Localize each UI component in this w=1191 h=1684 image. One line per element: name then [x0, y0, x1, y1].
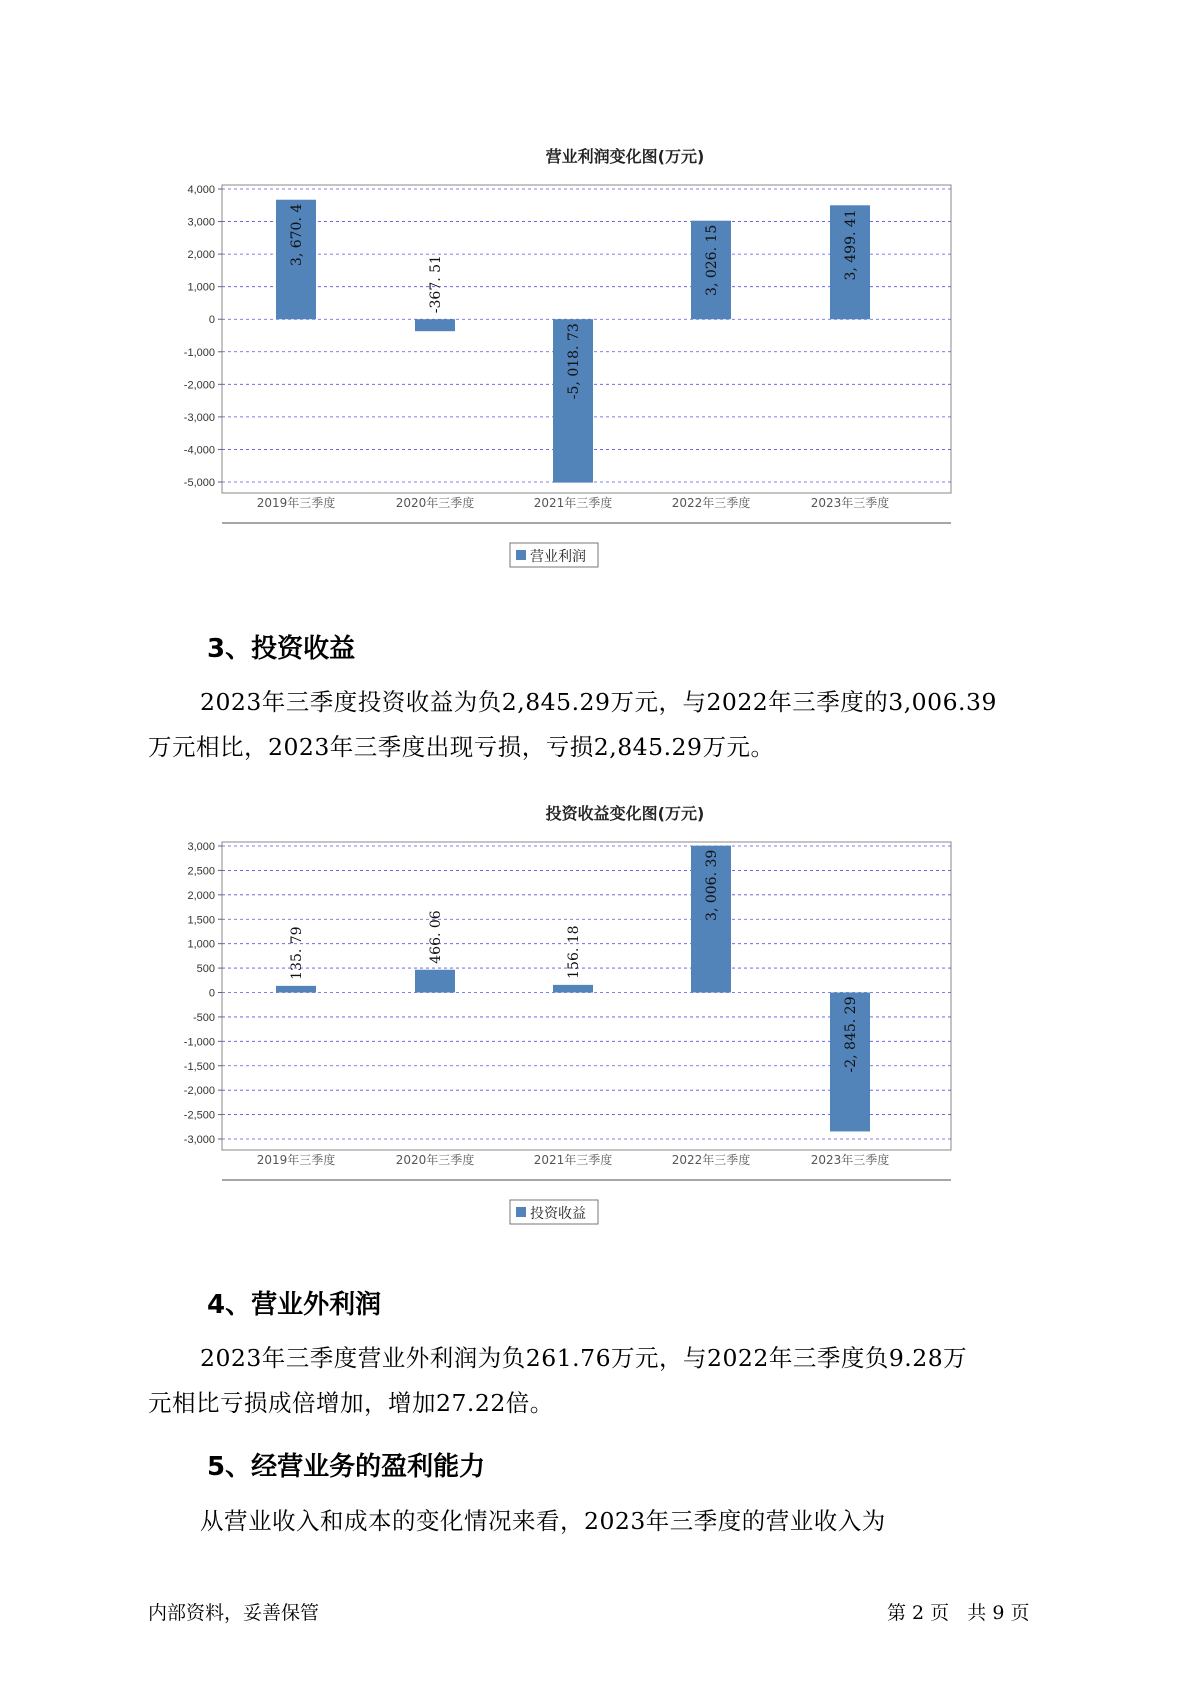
category-label: 2019年三季度: [256, 1153, 336, 1167]
legend-swatch: [516, 550, 526, 560]
category-label: 2022年三季度: [671, 496, 751, 510]
footer-left: 内部资料，妥善保管: [148, 1602, 320, 1624]
operating-profit-chart-svg: [150, 135, 1030, 595]
data-label: 3, 026. 15: [704, 224, 720, 296]
legend-label: 营业利润: [530, 549, 586, 565]
legend: [510, 1200, 598, 1224]
category-labels: [257, 495, 890, 510]
bar: [276, 986, 316, 993]
category-label: 2023年三季度: [810, 496, 890, 510]
y-tick-label: 0: [208, 314, 215, 327]
data-label: 466. 06: [428, 910, 444, 964]
chart-title: 营业利润变化图(万元): [545, 147, 705, 166]
bar: [553, 985, 593, 993]
y-tick-label: -2,500: [183, 1109, 215, 1122]
section-4-paragraph-line1: 2023年三季度营业外利润为负261.76万元，与2022年三季度负9.28万: [200, 1344, 968, 1372]
y-tick-label: -3,000: [183, 1134, 215, 1146]
data-label: -367. 51: [428, 255, 444, 314]
legend: [510, 543, 598, 567]
data-label: 135. 79: [289, 926, 305, 980]
y-tick-label: -1,000: [183, 1036, 215, 1049]
data-label: 3, 006. 39: [704, 849, 720, 921]
y-tick-label: 2,000: [187, 889, 215, 902]
y-tick-label: 2,500: [187, 865, 215, 878]
y-tick-label: 500: [196, 963, 215, 976]
section-4-paragraph-line2: 元相比亏损成倍增加，增加27.22倍。: [148, 1389, 554, 1417]
legend-swatch: [516, 1207, 526, 1217]
data-label: -2, 845. 29: [843, 996, 859, 1073]
bar: [415, 319, 455, 331]
data-label: -5, 018. 73: [566, 323, 582, 400]
y-axis-ticks: [184, 184, 222, 489]
y-tick-label: 3,000: [187, 216, 215, 229]
y-tick-label: -4,000: [183, 444, 215, 457]
y-tick-label: 1,000: [187, 938, 215, 951]
y-tick-label: 0: [208, 987, 215, 1000]
category-labels: [257, 1152, 890, 1167]
category-label: 2021年三季度: [533, 496, 613, 510]
footer-page-number: 第 2 页 共 9 页: [887, 1602, 1030, 1624]
y-tick-label: 1,000: [187, 281, 215, 294]
y-tick-label: -5,000: [183, 477, 215, 489]
y-tick-label: -2,000: [183, 379, 215, 392]
category-label: 2022年三季度: [671, 1153, 751, 1167]
investment-income-chart-svg: [150, 792, 1030, 1252]
section-5-heading: 5、经营业务的盈利能力: [207, 1452, 486, 1482]
section-3-paragraph-line2: 万元相比，2023年三季度出现亏损，亏损2,845.29万元。: [148, 733, 775, 761]
category-label: 2020年三季度: [395, 1153, 475, 1167]
y-tick-label: -2,000: [183, 1085, 215, 1098]
investment-income-chart: [150, 792, 1030, 1252]
category-label: 2021年三季度: [533, 1153, 613, 1167]
section-4-heading: 4、营业外利润: [207, 1290, 382, 1320]
y-tick-label: -500: [192, 1011, 215, 1024]
y-tick-label: -1,000: [183, 346, 215, 359]
y-tick-label: -3,000: [183, 411, 215, 424]
y-axis-ticks: [184, 841, 222, 1146]
category-label: 2019年三季度: [256, 496, 336, 510]
chart-title: 投资收益变化图(万元): [545, 804, 705, 823]
section-3-paragraph-line1: 2023年三季度投资收益为负2,845.29万元，与2022年三季度的3,006.39: [200, 688, 997, 716]
bar: [415, 970, 455, 993]
section-3-heading: 3、投资收益: [207, 634, 356, 664]
category-label: 2020年三季度: [395, 496, 475, 510]
y-tick-label: 1,500: [187, 914, 215, 927]
data-label: 3, 670. 4: [289, 203, 305, 267]
data-label: 156. 18: [566, 925, 582, 979]
data-label: 3, 499. 41: [843, 209, 859, 281]
y-tick-label: 3,000: [187, 841, 215, 853]
category-label: 2023年三季度: [810, 1153, 890, 1167]
y-tick-label: -1,500: [183, 1060, 215, 1073]
y-tick-label: 2,000: [187, 249, 215, 262]
y-tick-label: 4,000: [187, 184, 215, 196]
legend-label: 投资收益: [530, 1206, 586, 1222]
operating-profit-chart: [150, 135, 1030, 595]
section-5-paragraph-line1: 从营业收入和成本的变化情况来看，2023年三季度的营业收入为: [200, 1507, 886, 1535]
